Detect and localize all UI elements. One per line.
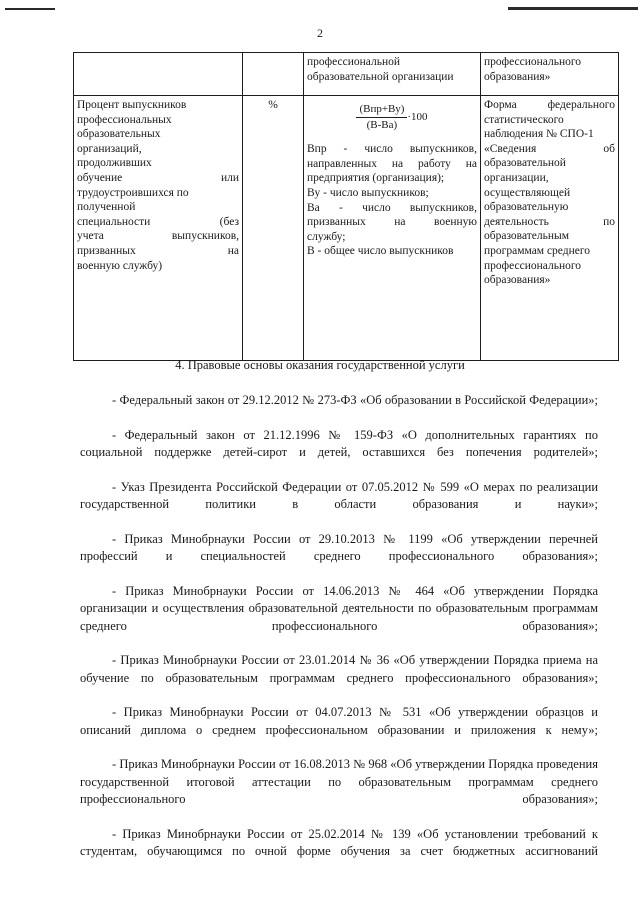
list-item: - Приказ Минобрнауки России от 29.10.2013 № 1199 «Об утверждении перечней профессий и специальностей среднего профессионального образования»; xyxy=(80,531,598,563)
cell-text: программам среднего xyxy=(484,244,591,257)
scan-artifact xyxy=(5,8,55,10)
list-item: - Приказ Минобрнауки России от 25.02.2014 № 139 «Об установлении требований к студентам, обучающимся по очной форме обучения за счет бюджетных ассигнований xyxy=(80,826,598,858)
cell-text: организаций, xyxy=(77,142,142,155)
table-header-continuation xyxy=(74,53,619,96)
table-cell xyxy=(243,53,304,96)
scan-artifact xyxy=(508,7,638,10)
list-item: - Приказ Минобрнауки России от 14.06.2013 № 464 «Об утверждении Порядка организации и осуществления образовательной деятельности по образовательным программам среднего профессионального образования»; xyxy=(80,583,598,633)
cell-text: учета выпускников, xyxy=(77,230,239,243)
section-heading: 4. Правовые основы оказания государственной услуги xyxy=(175,358,465,372)
cell-text: образования» xyxy=(484,70,551,83)
cell-text: Ва - число выпускников, xyxy=(307,201,477,214)
cell-text: образовательной организации xyxy=(307,70,454,83)
list-item: - Приказ Минобрнауки России от 23.01.2014 № 36 «Об утверждении Порядка приема на обучение по образовательным программам среднего профессионального образования»; xyxy=(80,653,599,685)
cell-text: профессиональной xyxy=(307,56,401,68)
formula-cell xyxy=(304,96,481,361)
cell-text: образования» xyxy=(484,274,551,287)
list-item: - Приказ Минобрнауки России от 16.08.2013 № 968 «Об утверждении Порядка проведения государственной итоговой аттестации по образовательным программам среднего профессионального образования»; xyxy=(80,757,598,806)
cell-text: Впр - число выпускников, xyxy=(307,143,477,156)
cell-text: профессионального xyxy=(484,259,582,272)
cell-text: организации, xyxy=(484,171,549,184)
table-cell xyxy=(481,53,619,96)
cell-text: профессионального xyxy=(484,56,582,68)
formula-fraction xyxy=(356,102,407,132)
list-item: - Указ Президента Российской Федерации от 07.05.2012 № 599 «О мерах по реализации государственной политики в области образования и науки»; xyxy=(80,479,599,511)
cell-text: «Сведения об xyxy=(484,142,615,155)
formula xyxy=(307,98,477,142)
cell-text: образовательную xyxy=(484,201,569,214)
legal-basis-list xyxy=(80,392,598,861)
cell-text: наблюдения № СПО-1 xyxy=(484,128,594,141)
cell-text: Ву - число выпускников; xyxy=(307,186,429,199)
cell-text: трудоустроившихся по xyxy=(77,186,189,199)
cell-text: специальности (без xyxy=(77,215,239,228)
cell-text: призванных на xyxy=(77,244,239,257)
indicator-name-cell xyxy=(74,96,243,361)
cell-text: направленных на работу на xyxy=(307,157,477,170)
formula-multiplier: ·100 xyxy=(407,110,428,123)
list-item: - Федеральный закон от 29.12.2012 № 273-ФЗ «Об образовании в Российской Федерации»; xyxy=(112,393,598,407)
cell-text: В - общее число выпускников xyxy=(307,245,454,258)
cell-text: обучение или xyxy=(77,171,239,184)
table-row xyxy=(74,96,619,361)
cell-text: образовательным xyxy=(484,230,570,243)
cell-text: Процент выпускников xyxy=(77,99,187,111)
cell-text: службу; xyxy=(307,230,346,243)
cell-text: образовательной xyxy=(484,157,566,170)
cell-text: продолживших xyxy=(77,157,152,170)
source-cell xyxy=(481,96,619,361)
indicator-table xyxy=(73,52,619,361)
list-item: - Приказ Минобрнауки России от 04.07.2013 № 531 «Об утверждении образцов и описаний диплома о среднем профессиональном образовании и приложения к нему»; xyxy=(80,705,598,737)
table-cell xyxy=(74,53,243,96)
cell-text: профессиональных xyxy=(77,113,172,126)
formula-numerator: (Впр+Ву) xyxy=(356,102,407,118)
cell-text: предприятия (организация); xyxy=(307,172,445,185)
cell-text: образовательных xyxy=(77,128,161,141)
cell-text: деятельность по xyxy=(484,215,615,228)
page-number: 2 xyxy=(317,26,323,40)
cell-text: Форма федерального xyxy=(484,99,615,111)
cell-text: статистического xyxy=(484,113,564,126)
list-item: - Федеральный закон от 21.12.1996 № 159-ФЗ «О дополнительных гарантиях по социальной поддержке детей-сирот и детей, оставшихся без попечения родителей»; xyxy=(80,427,598,459)
cell-text: осуществляющей xyxy=(484,186,571,199)
cell-text: военную службу) xyxy=(77,259,163,272)
table-cell xyxy=(304,53,481,96)
unit-cell: % xyxy=(243,96,304,361)
cell-text: призванных на военную xyxy=(307,216,477,229)
cell-text: полученной xyxy=(77,201,136,214)
formula-denominator: (В-Ва) xyxy=(366,118,398,131)
